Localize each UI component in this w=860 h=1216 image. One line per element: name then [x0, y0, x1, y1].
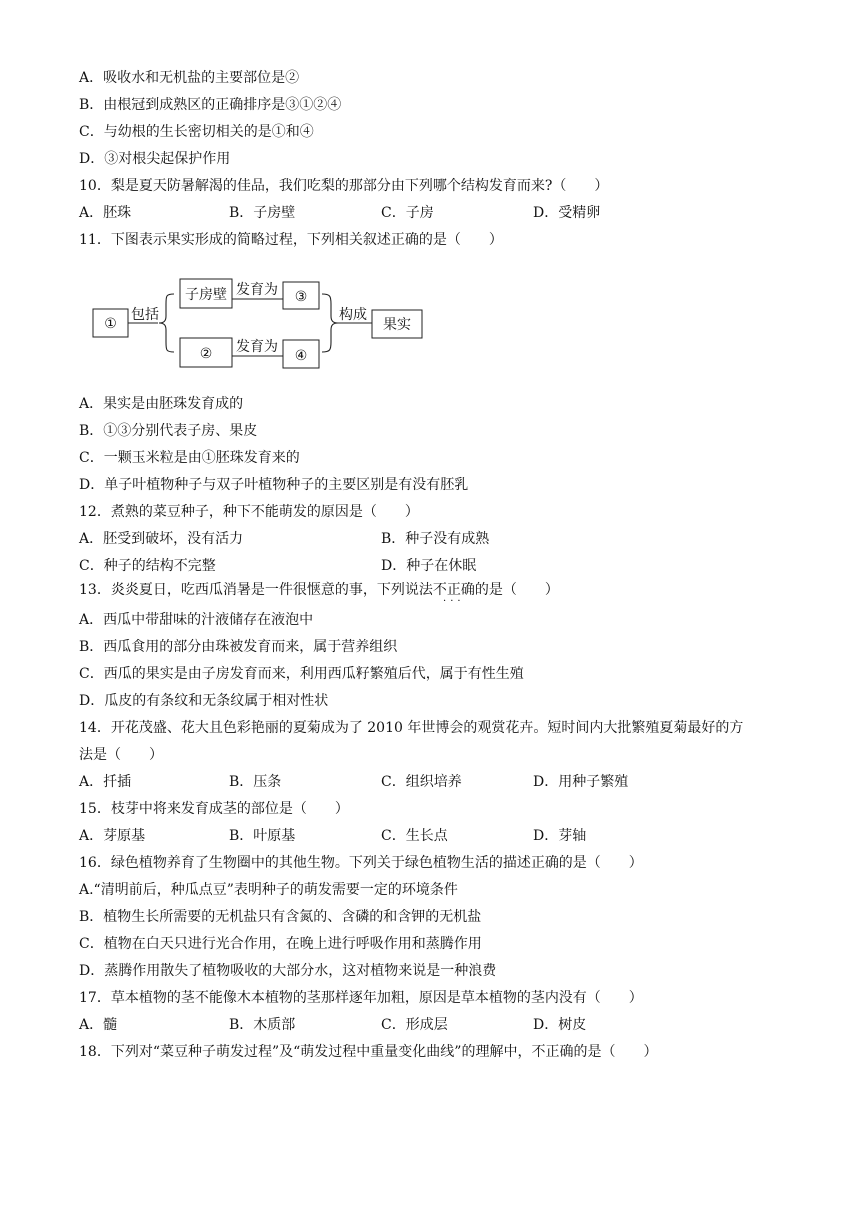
q12-option-c: C．种子的结构不完整: [79, 558, 216, 574]
q9-option-c: C．与幼根的生长密切相关的是①和④: [79, 124, 314, 140]
diagram-box-fruit-label: 果实: [383, 317, 411, 333]
q9-option-a: A．吸收水和无机盐的主要部位是②: [79, 70, 300, 86]
q13-option-b: B．西瓜食用的部分由珠被发育而来，属于营养组织: [79, 639, 398, 655]
q12-stem: 12．煮熟的菜豆种子，种下不能萌发的原因是（ ）: [79, 504, 419, 520]
emphasis-dots: ···: [443, 596, 465, 607]
diagram-box-1-label: ①: [104, 316, 117, 332]
q13-stem: [79, 580, 559, 607]
q16-option-c: C．植物在白天只进行光合作用，在晚上进行呼吸作用和蒸腾作用: [79, 936, 482, 952]
q14-stem-line2: 法是（ ）: [79, 747, 163, 763]
q15-option-d: D．芽轴: [533, 828, 587, 844]
q12-option-a: A．胚受到破坏，没有活力: [79, 531, 244, 547]
diagram-develop-label-2: 发育为: [236, 339, 278, 355]
q12-option-b: B．种子没有成熟: [381, 531, 490, 547]
diagram-brace-left: [159, 294, 174, 352]
q9-option-d: D．③对根尖起保护作用: [79, 151, 231, 167]
q13-option-a: A．西瓜中带甜味的汁液储存在液泡中: [79, 612, 314, 628]
q18-stem: 18．下列对“菜豆种子萌发过程”及“萌发过程中重量变化曲线”的理解中，不正确的是（ ）: [79, 1044, 658, 1060]
q16-option-a: A.“清明前后，种瓜点豆”表明种子的萌发需要一定的环境条件: [79, 882, 458, 898]
q17-stem: 17．草本植物的茎不能像木本植物的茎那样逐年加粗，原因是草本植物的茎内没有（ ）: [79, 990, 643, 1006]
q11-option-c: C．一颗玉米粒是由①胚珠发育来的: [79, 450, 300, 466]
diagram-form-label: 构成: [339, 307, 367, 323]
diagram-box-3-label: ③: [294, 289, 308, 305]
q13-stem-after: 的是（ ）: [474, 582, 559, 598]
q14-option-d: D．用种子繁殖: [533, 774, 629, 790]
q16-option-d: D．蒸腾作用散失了植物吸收的大部分水，这对植物来说是一种浪费: [79, 963, 497, 979]
q15-option-b: B．叶原基: [229, 828, 296, 844]
q13-option-c: C．西瓜的果实是由子房发育而来，利用西瓜籽繁殖后代，属于有性生殖: [79, 666, 524, 682]
q11-option-a: A．果实是由胚珠发育成的: [79, 396, 244, 412]
diagram-develop-label-1: 发育为: [236, 282, 278, 298]
q9-option-b: B．由根冠到成熟区的正确排序是③①②④: [79, 97, 342, 113]
q15-option-a: A．芽原基: [79, 828, 146, 844]
q15-stem: 15．枝芽中将来发育成茎的部位是（ ）: [79, 801, 349, 817]
q14-option-b: B．压条: [229, 774, 282, 790]
q17-option-a: A．髓: [79, 1017, 118, 1033]
diagram-include-label: 包括: [131, 307, 159, 323]
q13-option-d: D．瓜皮的有条纹和无条纹属于相对性状: [79, 693, 329, 709]
q17-option-c: C．形成层: [381, 1017, 448, 1033]
q10-option-c: C．子房: [381, 205, 434, 221]
diagram-box-ovary-wall-label: 子房壁: [185, 287, 227, 303]
q11-option-d: D．单子叶植物种子与双子叶植物种子的主要区别是有没有胚乳: [79, 477, 469, 493]
q10-option-b: B．子房壁: [229, 205, 296, 221]
q17-option-d: D．树皮: [533, 1017, 587, 1033]
q16-option-b: B．植物生长所需要的无机盐只有含氮的、含磷的和含钾的无机盐: [79, 909, 482, 925]
q11-option-b: B．①③分别代表子房、果皮: [79, 423, 258, 439]
q12-option-d: D．种子在休眠: [381, 558, 477, 574]
diagram-brace-right: [322, 294, 338, 352]
q15-option-c: C．生长点: [381, 828, 448, 844]
q10-option-a: A．胚珠: [79, 205, 132, 221]
diagram-box-2-label: ②: [199, 346, 213, 362]
fruit-formation-diagram: [88, 272, 433, 372]
q17-option-b: B．木质部: [229, 1017, 296, 1033]
q13-stem-emphasis-text: 不正确: [432, 582, 475, 598]
q11-stem: 11．下图表示果实形成的简略过程，下列相关叙述正确的是（ ）: [79, 232, 503, 248]
diagram-box-4-label: ④: [294, 348, 308, 364]
q14-stem-line1: 14．开花茂盛、花大且色彩艳丽的夏菊成为了 2010 年世博会的观赏花卉。短时间内大批繁殖夏菊最好的方: [79, 720, 744, 736]
q13-stem-emphasis: [432, 582, 475, 607]
q13-stem-before: 13．炎炎夏日，吃西瓜消暑是一件很惬意的事，下列说法: [79, 582, 433, 598]
q10-option-d: D．受精卵: [533, 205, 601, 221]
q14-option-c: C．组织培养: [381, 774, 462, 790]
q14-option-a: A．扦插: [79, 774, 132, 790]
q16-stem: 16．绿色植物养育了生物圈中的其他生物。下列关于绿色植物生活的描述正确的是（ ）: [79, 855, 643, 871]
q10-stem: 10．梨是夏天防暑解渴的佳品，我们吃梨的那部分由下列哪个结构发育而来?（ ）: [79, 178, 609, 194]
